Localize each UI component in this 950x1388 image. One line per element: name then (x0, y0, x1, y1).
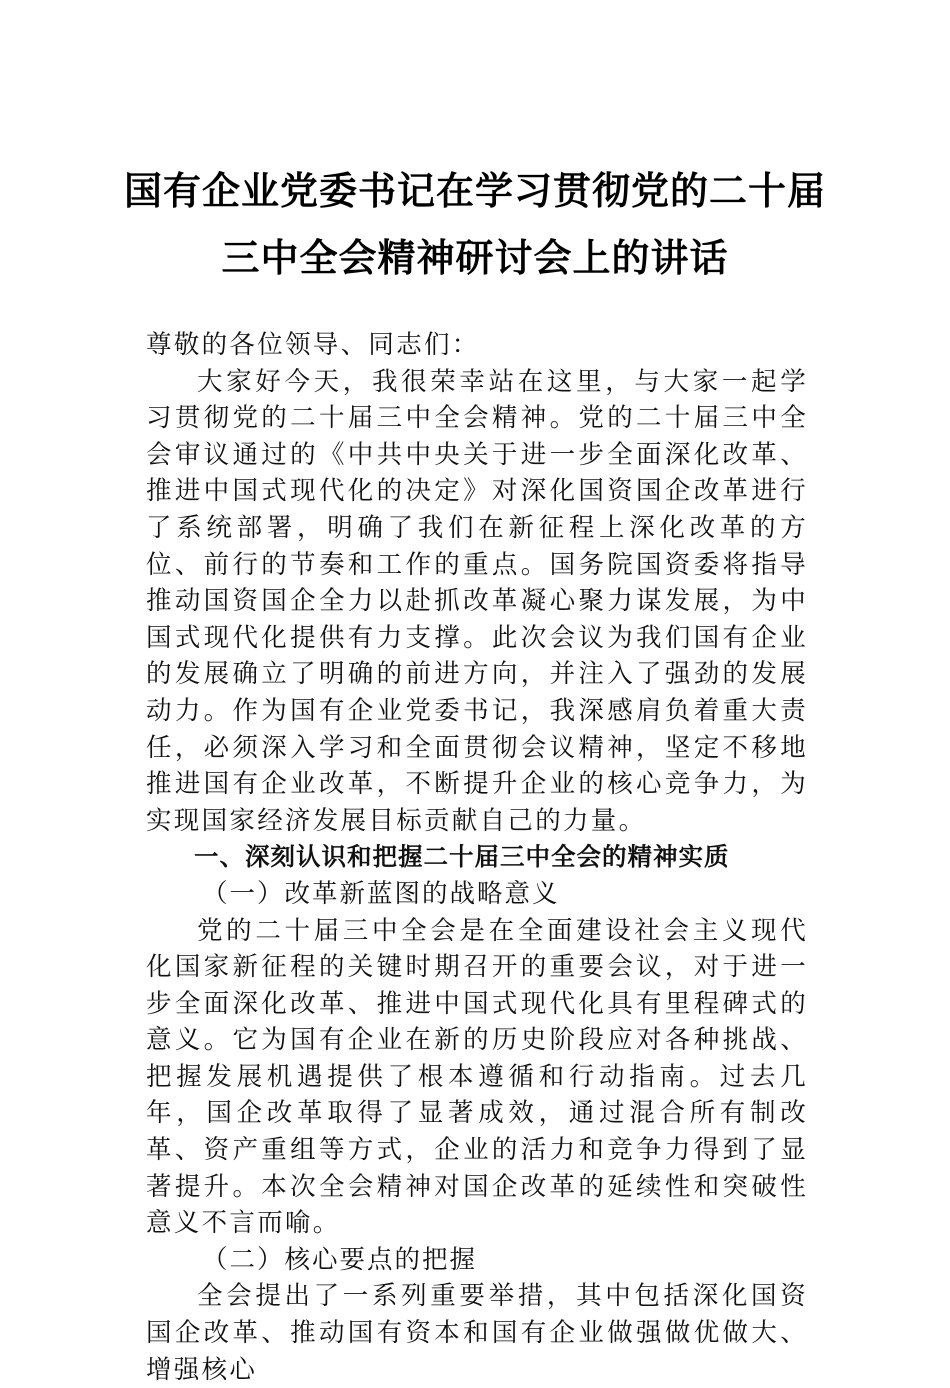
greeting: 尊敬的各位领导、同志们： (146, 330, 480, 360)
section-heading-1: 一、深刻认识和把握二十届三中全会的精神实质 (194, 842, 730, 872)
subsection-heading-1: （一）改革新蓝图的战略意义 (202, 878, 560, 909)
subsection-2-paragraph: 全会提出了一系列重要举措，其中包括深化国资国企改革、推动国有资本和国有企业做强做优做大、增强核心 (146, 1281, 808, 1385)
document-title-line-2: 三中全会精神研讨会上的讲话 (221, 235, 729, 280)
document-body (146, 327, 808, 1388)
intro-paragraph: 大家好今天，我很荣幸站在这里，与大家一起学习贯彻党的二十届三中全会精神。党的二十届三中全会审议通过的《中共中央关于进一步全面深化改革、推进中国式现代化的决定》对深化国资国企改革进行了系统部署，明确了我们在新征程上深化改革的方位、前行的节奏和工作的重点。国务院国资委将指导推动国资国企全力以赴抓改革凝心聚力谋发展，为中国式现代化提供有力支撑。此次会议为我们国有企业的发展确立了明确的前进方向，并注入了强劲的发展动力。作为国有企业党委书记，我深感肩负着重大责任，必须深入学习和全面贯彻会议精神，坚定不移地推进国有企业改革，不断提升企业的核心竞争力，为实现国家经济发展目标贡献自己的力量。 (146, 366, 808, 836)
subsection-heading-2: （二）核心要点的把握 (202, 1244, 478, 1275)
subsection-1-paragraph: 党的二十届三中全会是在全面建设社会主义现代化国家新征程的关键时期召开的重要会议，对于进一步全面深化改革、推进中国式现代化具有里程碑式的意义。它为国有企业在新的历史阶段应对各种挑战、把握发展机遇提供了根本遵循和行动指南。过去几年，国企改革取得了显著成效，通过混合所有制改革、资产重组等方式，企业的活力和竞争力得到了显著提升。本次全会精神对国企改革的延续性和突破性意义不言而喻。 (146, 915, 808, 1239)
document-title-line-1: 国有企业党委书记在学习贯彻党的二十届 (123, 168, 826, 213)
